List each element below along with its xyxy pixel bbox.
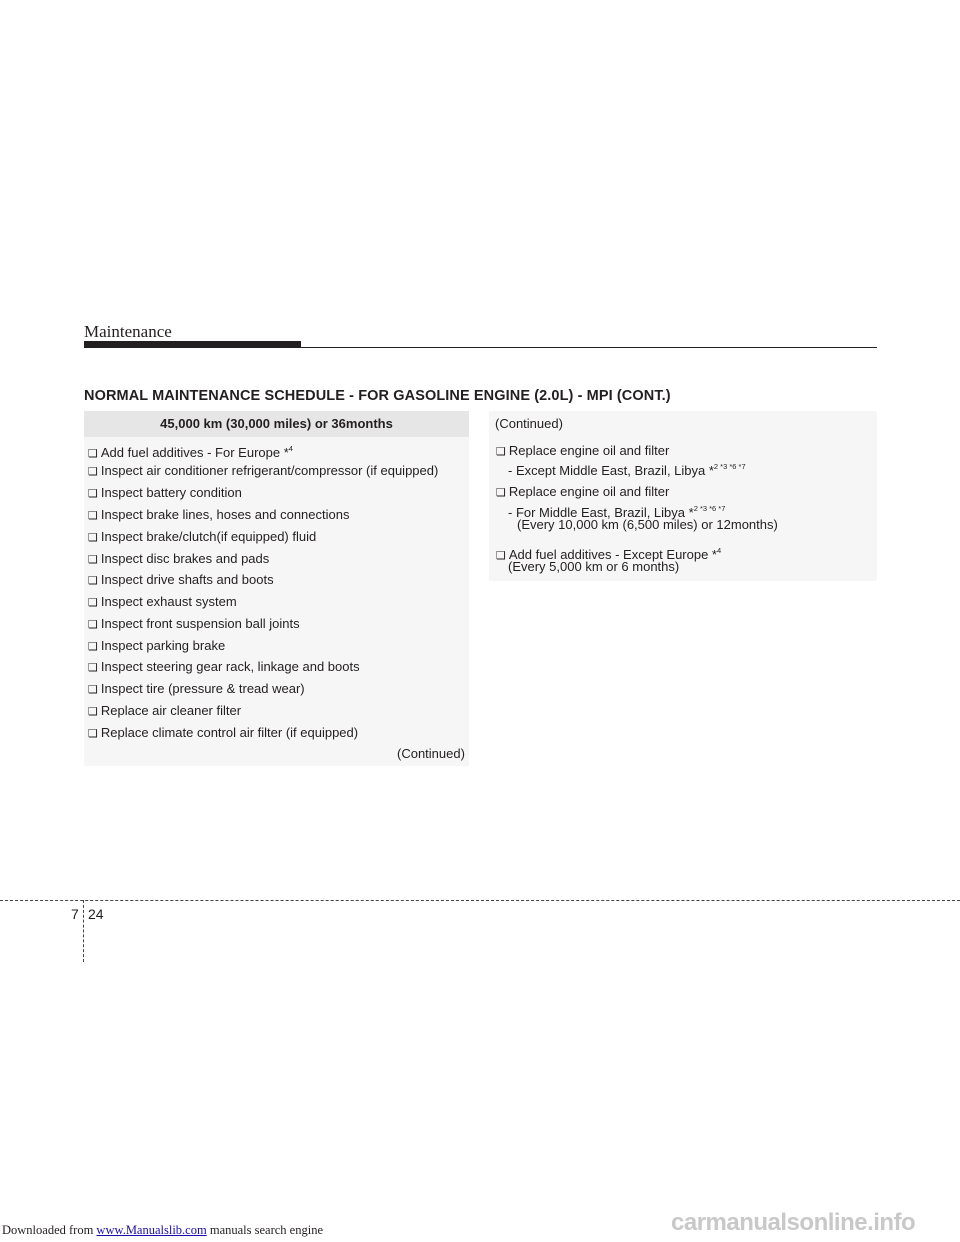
- manualslib-link[interactable]: www.Manualslib.com: [96, 1223, 207, 1237]
- list-item: ❑ Inspect air conditioner refrigerant/compressor (if equipped): [88, 463, 439, 478]
- list-item-note: (Every 10,000 km (6,500 miles) or 12months): [517, 517, 778, 532]
- list-item: ❑ Inspect brake lines, hoses and connections: [88, 507, 350, 522]
- list-item-note: (Every 5,000 km or 6 months): [508, 559, 680, 574]
- list-item: ❑ Replace climate control air filter (if equipped): [88, 725, 359, 740]
- checkbox-icon: ❑: [88, 619, 98, 631]
- checkbox-icon: ❑: [88, 641, 98, 653]
- checkbox-icon: ❑: [88, 448, 98, 460]
- list-item: ❑ Add fuel additives - Except Europe *$^4$: [496, 546, 722, 562]
- checkbox-icon: ❑: [88, 684, 98, 696]
- watermark: carmanualsonline.info: [671, 1209, 916, 1236]
- list-item: ❑ Inspect tire (pressure & tread wear): [88, 681, 305, 696]
- list-item: ❑ Replace engine oil and filter: [496, 443, 670, 458]
- checkbox-icon: ❑: [88, 728, 98, 740]
- list-item: ❑ Inspect drive shafts and boots: [88, 572, 274, 587]
- list-item-detail: - Except Middle East, Brazil, Libya *$^{2 *3 *6 *7}$: [508, 462, 746, 478]
- list-item: ❑ Inspect battery condition: [88, 485, 242, 500]
- chapter-number: 7: [71, 906, 79, 922]
- checkbox-icon: ❑: [496, 446, 506, 458]
- checkbox-icon: ❑: [88, 488, 98, 500]
- continued-label: (Continued): [397, 746, 465, 761]
- checkbox-icon: ❑: [88, 466, 98, 478]
- list-item: ❑ Inspect brake/clutch(if equipped) fluid: [88, 529, 317, 544]
- continued-label: (Continued): [495, 416, 563, 431]
- list-item: ❑ Add fuel additives - For Europe *$^4$: [88, 444, 293, 460]
- section-title: Maintenance: [84, 322, 172, 341]
- list-item: ❑ Inspect front suspension ball joints: [88, 616, 300, 631]
- interval-heading: 45,000 km (30,000 miles) or 36months: [84, 411, 469, 437]
- checkbox-icon: ❑: [88, 662, 98, 674]
- page-number: 24: [88, 906, 104, 922]
- page-heading: NORMAL MAINTENANCE SCHEDULE - FOR GASOLINE ENGINE (2.0L) - MPI (CONT.): [84, 388, 671, 404]
- list-item: ❑ Inspect steering gear rack, linkage and boots: [88, 659, 360, 674]
- download-footer: Downloaded from www.Manualslib.com manuals search engine: [2, 1223, 323, 1237]
- checkbox-icon: ❑: [88, 510, 98, 522]
- checkbox-icon: ❑: [88, 706, 98, 718]
- list-item: ❑ Inspect exhaust system: [88, 594, 237, 609]
- checkbox-icon: ❑: [496, 550, 506, 562]
- list-item: ❑ Inspect disc brakes and pads: [88, 551, 270, 566]
- page-divider-vertical: [83, 900, 84, 962]
- checkbox-icon: ❑: [88, 532, 98, 544]
- list-item-detail: - For Middle East, Brazil, Libya *$^{2 *3 *6 *7}$: [508, 504, 726, 520]
- header-rule-thin: [84, 347, 877, 348]
- list-item: ❑ Inspect parking brake: [88, 638, 226, 653]
- checkbox-icon: ❑: [88, 554, 98, 566]
- checkbox-icon: ❑: [88, 575, 98, 587]
- checkbox-icon: ❑: [88, 597, 98, 609]
- list-item: ❑ Replace engine oil and filter: [496, 484, 670, 499]
- list-item: ❑ Replace air cleaner filter: [88, 703, 242, 718]
- checkbox-icon: ❑: [496, 487, 506, 499]
- page-divider: [0, 900, 960, 901]
